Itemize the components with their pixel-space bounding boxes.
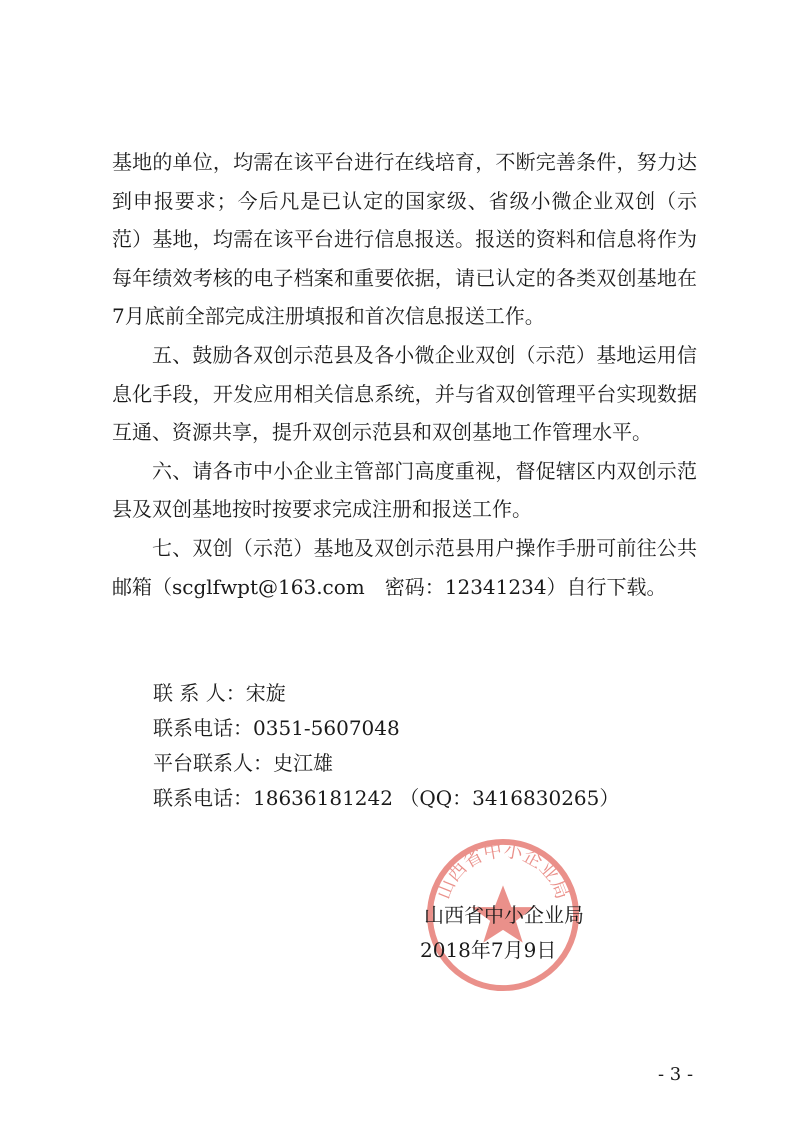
body-text <box>112 143 697 606</box>
signature-org: 山西省中小企业局 <box>424 903 584 927</box>
platform-contact-person: 平台联系人：史江雄 <box>153 751 333 775</box>
platform-contact-phone: 联系电话：18636181242 （QQ：3416830265） <box>153 786 620 810</box>
paragraph-3: 六、请各市中小企业主管部门高度重视，督促辖区内双创示范县及双创基地按时按要求完成注册和报送工作。 <box>112 458 697 522</box>
page-number: - 3 - <box>658 1064 694 1085</box>
contact-phone: 联系电话：0351-5607048 <box>153 716 400 740</box>
paragraph-2: 五、鼓励各双创示范县及各小微企业双创（示范）基地运用信息化手段，开发应用相关信息系统，并与省双创管理平台实现数据互通、资源共享，提升双创示范县和双创基地工作管理水平。 <box>112 342 697 445</box>
signature-date: 2018年7月9日 <box>420 938 557 962</box>
contact-block <box>153 676 673 816</box>
signature-block <box>420 898 640 968</box>
paragraph-4: 七、双创（示范）基地及双创示范县用户操作手册可前往公共邮箱（scglfwpt@163.com 密码：12341234）自行下载。 <box>112 535 697 599</box>
contact-person: 联 系 人：宋旋 <box>153 681 286 705</box>
seal-text: 山西省中小企业局 <box>433 840 573 903</box>
paragraph-1: 基地的单位，均需在该平台进行在线培育，不断完善条件，努力达到申报要求；今后凡是已认定的国家级、省级小微企业双创（示范）基地，均需在该平台进行信息报送。报送的资料和信息将作为每年绩效考核的电子档案和重要依据，请已认定的各类双创基地在7月底前全部完成注册填报和首次信息报送工作。 <box>112 150 697 329</box>
